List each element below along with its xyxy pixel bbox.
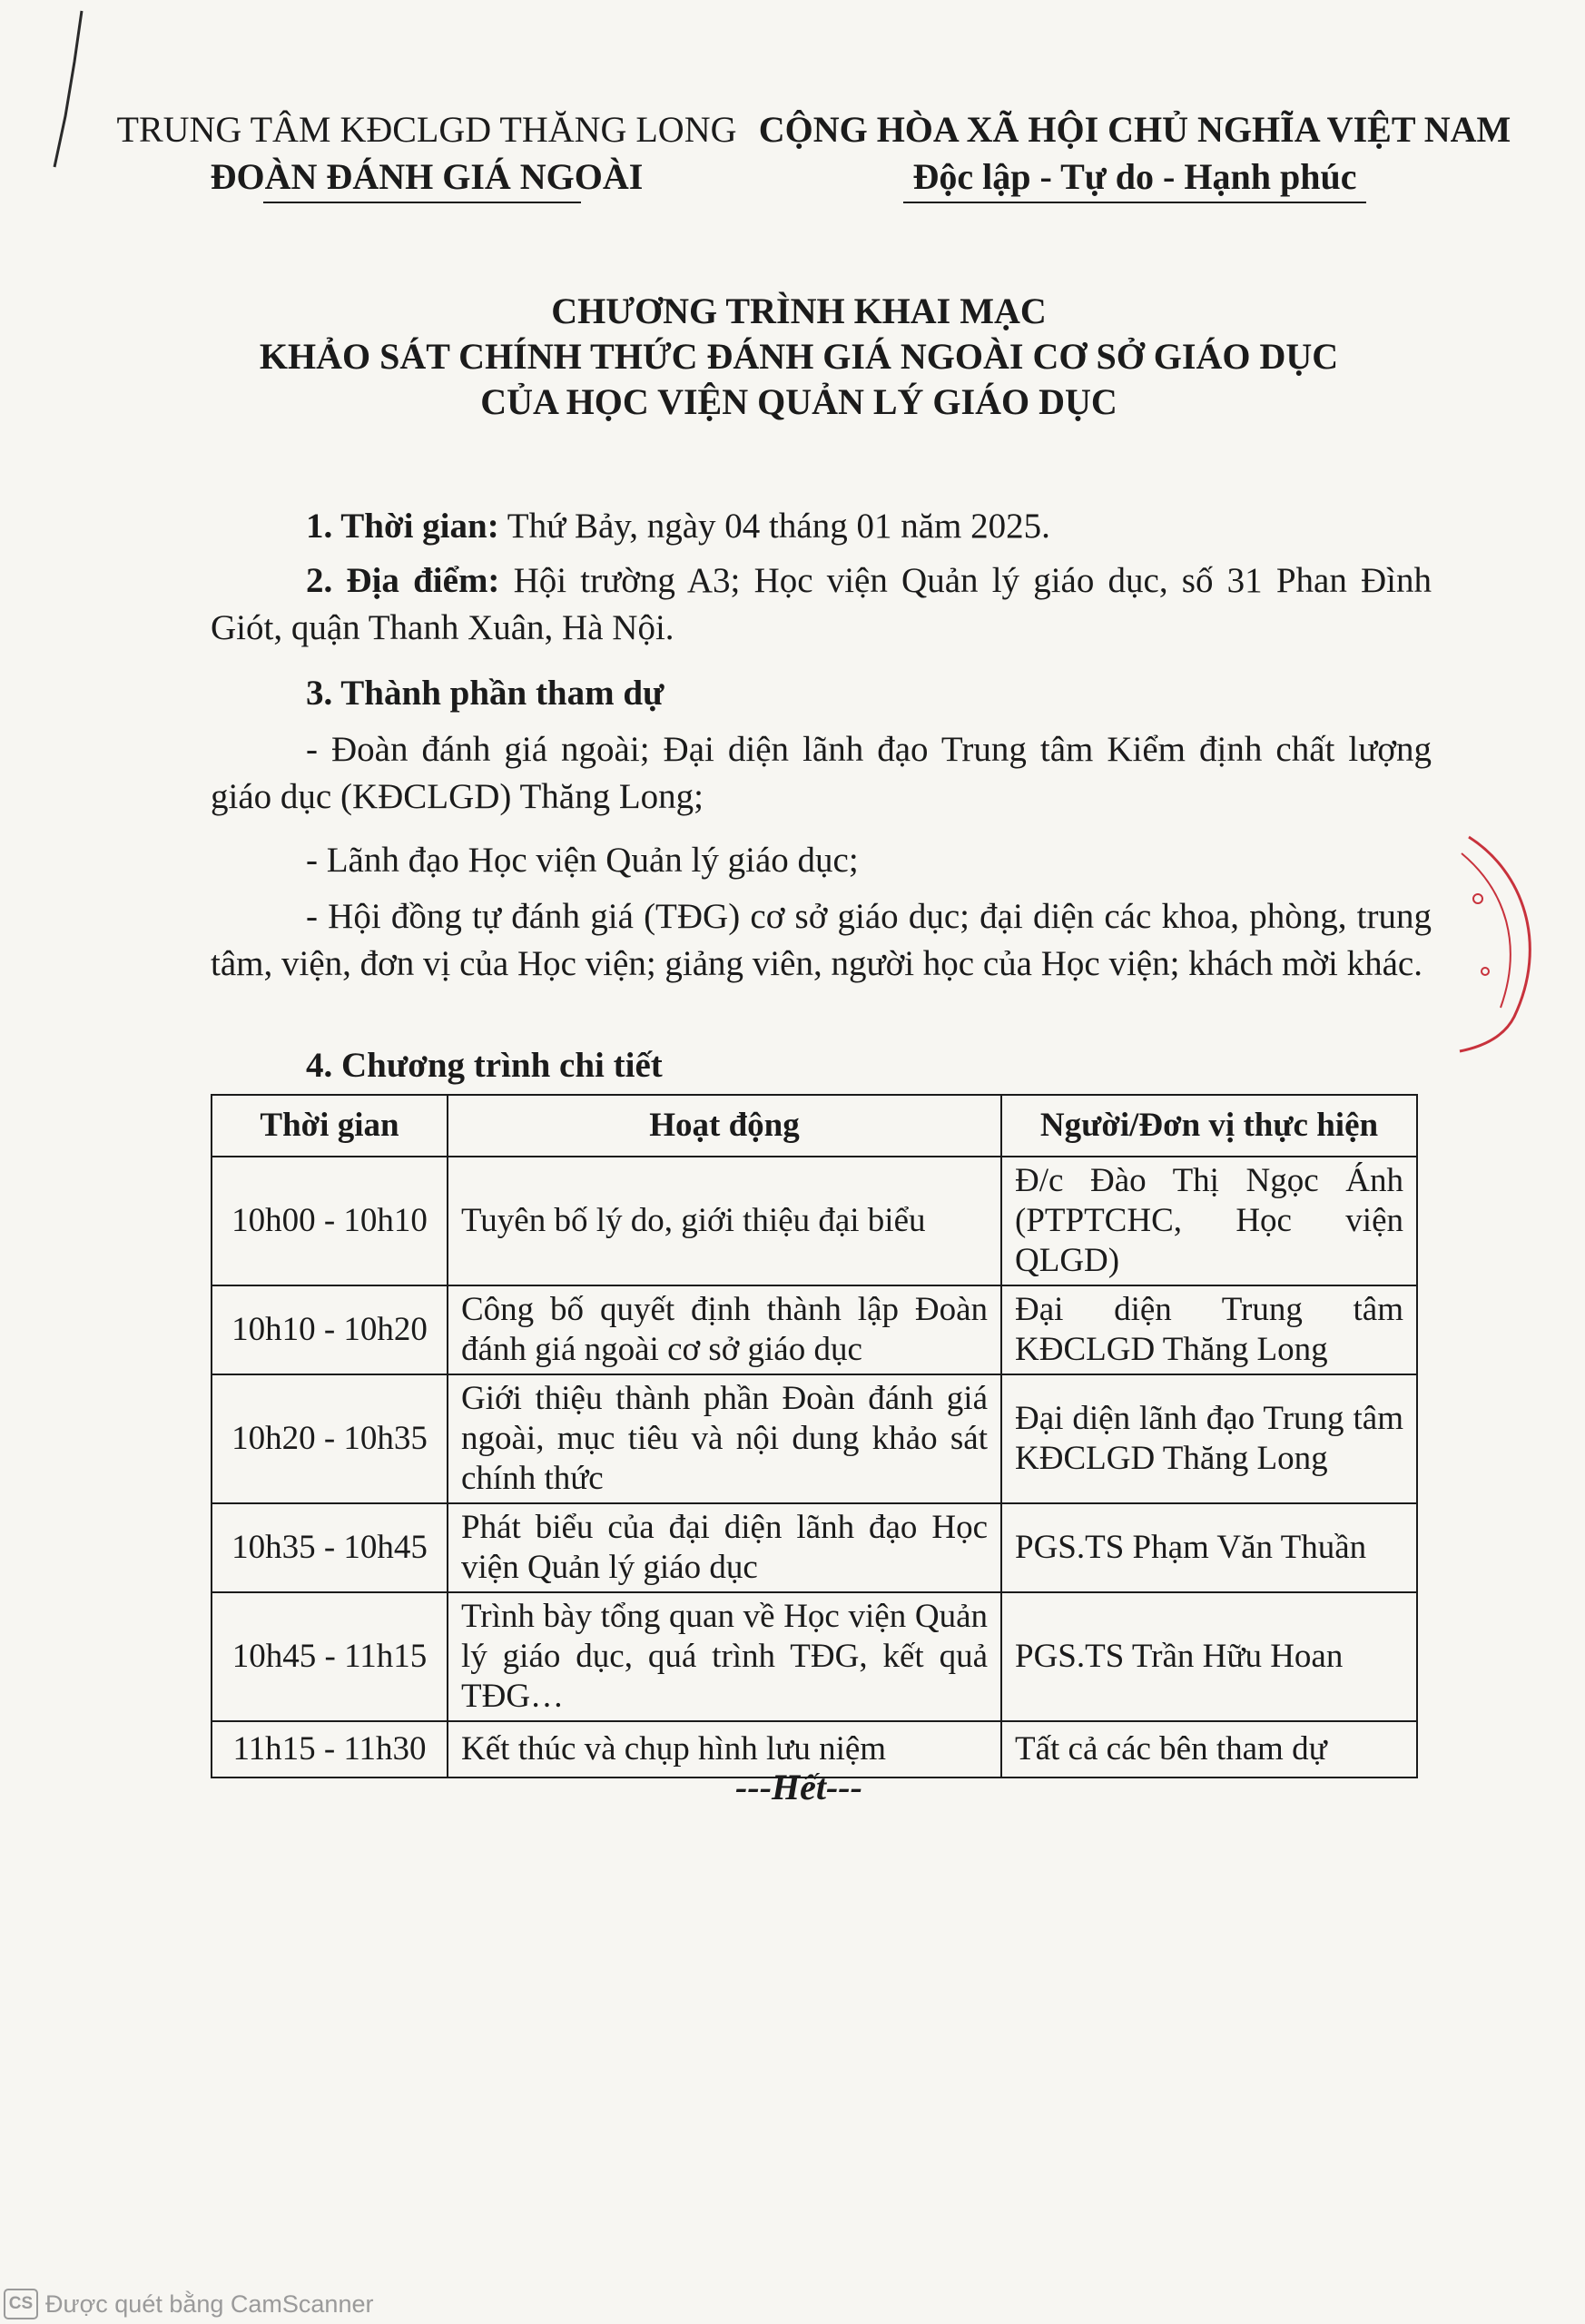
row-person: Đại diện Trung tâm KĐCLGD Thăng Long <box>1001 1285 1417 1374</box>
schedule-row <box>212 1503 1417 1592</box>
scan-edge-mark <box>47 7 85 171</box>
schedule-row <box>212 1285 1417 1374</box>
scanner-watermark-text: Được quét bằng CamScanner <box>45 2290 374 2318</box>
issuer-header <box>100 107 753 202</box>
motto-underline <box>903 202 1366 203</box>
schedule-header-row <box>212 1095 1417 1157</box>
title-line-1: CHƯƠNG TRÌNH KHAI MẠC <box>551 290 1047 331</box>
row-activity: Công bố quyết định thành lập Đoàn đánh giá ngoài cơ sở giáo dục <box>448 1285 1001 1374</box>
national-header <box>753 107 1516 202</box>
place-label: 2. Địa điểm: <box>306 561 500 600</box>
document-title <box>136 289 1462 425</box>
title-line-3: CỦA HỌC VIỆN QUẢN LÝ GIÁO DỤC <box>480 381 1117 422</box>
national-motto: Độc lập - Tự do - Hạnh phúc <box>912 156 1357 197</box>
row-activity: Giới thiệu thành phần Đoàn đánh giá ngoài, mục tiêu và nội dung khảo sát chính thức <box>448 1374 1001 1503</box>
schedule-table <box>211 1094 1418 1778</box>
row-person: Đại diện lãnh đạo Trung tâm KĐCLGD Thăng Long <box>1001 1374 1417 1503</box>
row-activity: Kết thúc và chụp hình lưu niệm <box>448 1721 1001 1777</box>
row-person: PGS.TS Trần Hữu Hoan <box>1001 1592 1417 1721</box>
row-person: Tất cả các bên tham dự <box>1001 1721 1417 1777</box>
place-section <box>211 557 1432 652</box>
row-activity: Trình bày tổng quan về Học viện Quản lý giáo dục, quá trình TĐG, kết quả TĐG… <box>448 1592 1001 1721</box>
partial-stamp-icon <box>1451 835 1551 1053</box>
row-time: 10h20 - 10h35 <box>212 1374 448 1503</box>
issuer-underline <box>263 202 581 203</box>
participants-label: 3. Thành phần tham dự <box>306 674 665 713</box>
time-label: 1. Thời gian: <box>306 507 499 546</box>
header-activity: Hoạt động <box>448 1095 1001 1157</box>
time-section <box>211 503 1432 550</box>
time-value: Thứ Bảy, ngày 04 tháng 01 năm 2025. <box>498 507 1050 546</box>
scanner-watermark <box>4 2288 373 2320</box>
participant-item-1: - Đoàn đánh giá ngoài; Đại diện lãnh đạo Trung tâm Kiểm định chất lượng giáo dục (KĐCLGD) Thăng Long; <box>211 730 1432 816</box>
row-person: Đ/c Đào Thị Ngọc Ánh (PTPTCHC, Học viện QLGD) <box>1001 1157 1417 1285</box>
issuer-team: ĐOÀN ĐÁNH GIÁ NGOÀI <box>210 156 644 197</box>
schedule-row <box>212 1157 1417 1285</box>
place-value: Hội trường A3; Học viện Quản lý giáo dục, số 31 Phan Đình Giót, quận Thanh Xuân, Hà Nội. <box>211 561 1432 647</box>
issuer-organization: TRUNG TÂM KĐCLGD THĂNG LONG <box>116 109 737 150</box>
participants-heading <box>211 670 1432 717</box>
row-activity: Tuyên bố lý do, giới thiệu đại biểu <box>448 1157 1001 1285</box>
row-time: 10h35 - 10h45 <box>212 1503 448 1592</box>
header-time: Thời gian <box>212 1095 448 1157</box>
row-time: 10h00 - 10h10 <box>212 1157 448 1285</box>
row-person: PGS.TS Phạm Văn Thuần <box>1001 1503 1417 1592</box>
row-time: 11h15 - 11h30 <box>212 1721 448 1777</box>
row-time: 10h45 - 11h15 <box>212 1592 448 1721</box>
end-mark: ---Hết--- <box>735 1767 862 1807</box>
participant-item-2: - Lãnh đạo Học viện Quản lý giáo dục; <box>306 841 859 880</box>
schedule-row <box>212 1374 1417 1503</box>
national-name: CỘNG HÒA XÃ HỘI CHỦ NGHĨA VIỆT NAM <box>758 109 1511 150</box>
participant-item-3: - Hội đồng tự đánh giá (TĐG) cơ sở giáo dục; đại diện các khoa, phòng, trung tâm, viện, đơn vị của Học viện; giảng viên, người học của Học viện; khách mời khác. <box>211 897 1432 983</box>
row-activity: Phát biểu của đại diện lãnh đạo Học viện Quản lý giáo dục <box>448 1503 1001 1592</box>
camscanner-logo: CS <box>4 2289 38 2319</box>
schedule-row <box>212 1592 1417 1721</box>
program-heading <box>211 1042 1432 1089</box>
title-line-2: KHẢO SÁT CHÍNH THỨC ĐÁNH GIÁ NGOÀI CƠ SỞ GIÁO DỤC <box>259 336 1339 377</box>
row-time: 10h10 - 10h20 <box>212 1285 448 1374</box>
header-person: Người/Đơn vị thực hiện <box>1001 1095 1417 1157</box>
program-label: 4. Chương trình chi tiết <box>306 1046 663 1085</box>
